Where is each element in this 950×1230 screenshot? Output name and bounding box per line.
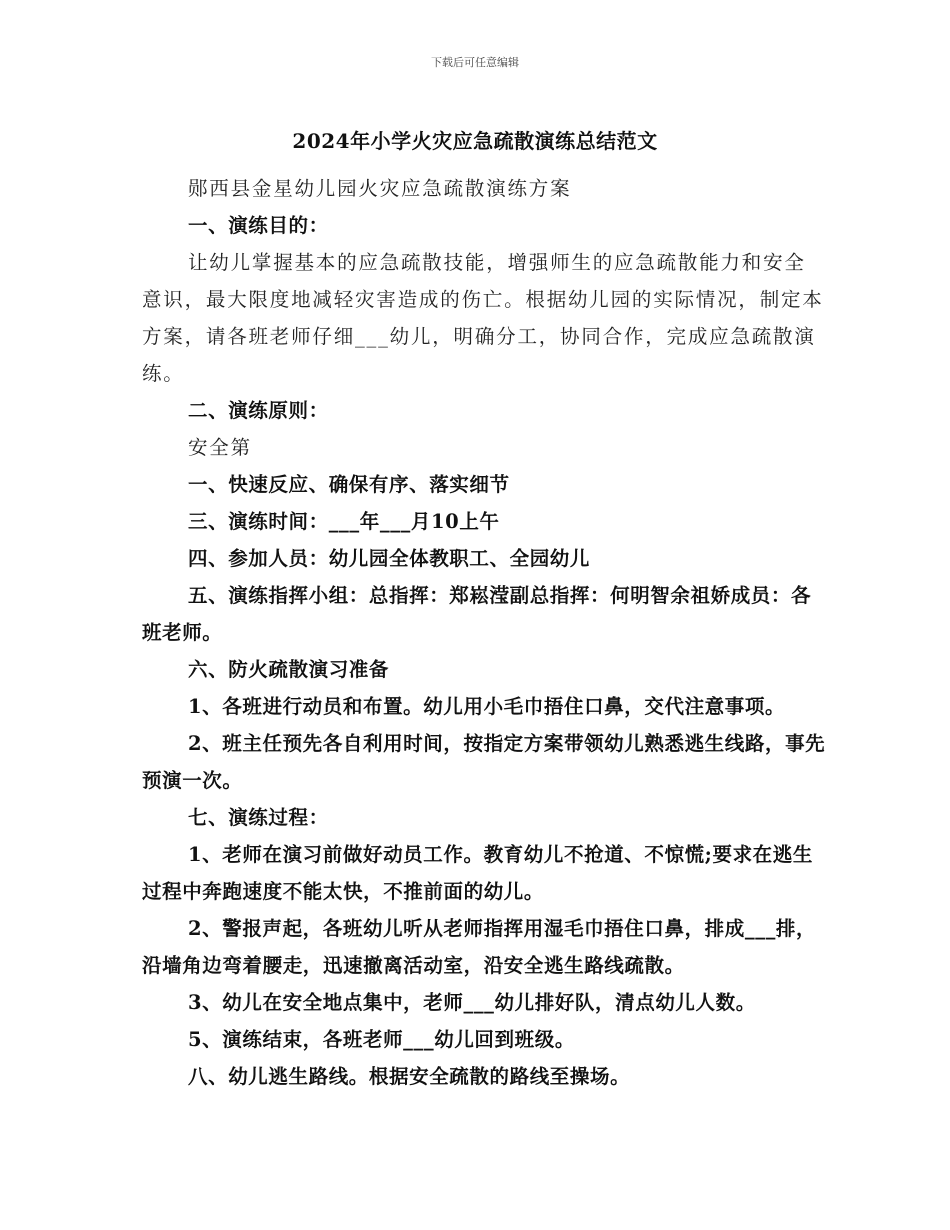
- paragraph-principle-items: 一、快速反应、确保有序、落实细节: [188, 473, 510, 496]
- section-heading-process: 七、演练过程：: [188, 806, 329, 829]
- list-item-process-5: 5、演练结束，各班老师___幼儿回到班级。: [188, 1028, 575, 1051]
- header-note: 下载后可任意编辑: [431, 56, 519, 69]
- list-item-preparation-2: 2、班主任预先各自利用时间，按指定方案带领幼儿熟悉逃生线路，事先预演一次。: [142, 732, 826, 792]
- list-item-process-2: 2、警报声起，各班幼儿听从老师指挥用湿毛巾捂住口鼻，排成___排，沿墙角边弯着腰走，迅速撤离活动室，沿安全逃生路线疏散。: [142, 917, 817, 977]
- list-item-preparation-1: 1、各班进行动员和布置。幼儿用小毛巾捂住口鼻，交代注意事项。: [188, 695, 786, 718]
- section-escape-route: 八、幼儿逃生路线。根据安全疏散的路线至操场。: [188, 1065, 631, 1088]
- paragraph-safety-first: 安全第: [188, 436, 252, 459]
- section-heading-preparation: 六、防火疏散演习准备: [188, 658, 390, 681]
- document-body: [142, 170, 826, 1095]
- section-command-group: 五、演练指挥小组：总指挥：郑崧滢副总指挥：何明智余祖娇成员：各班老师。: [142, 584, 812, 644]
- paragraph-purpose: 让幼儿掌握基本的应急疏散技能，增强师生的应急疏散能力和安全意识，最大限度地减轻灾害造成的伤亡。根据幼儿园的实际情况，制定本方案，请各班老师仔细___幼儿，明确分工，协同合作，完成应急疏散演练。: [142, 251, 824, 385]
- paragraph-plan-name: 郧西县金星幼儿园火灾应急疏散演练方案: [188, 177, 572, 200]
- section-heading-purpose: 一、演练目的：: [188, 214, 329, 237]
- section-heading-principle: 二、演练原则：: [188, 399, 329, 422]
- list-item-process-1: 1、老师在演习前做好动员工作。教育幼儿不抢道、不惊慌;要求在逃生过程中奔跑速度不能太快，不推前面的幼儿。: [142, 843, 813, 903]
- section-drill-time: 三、演练时间：___年___月10上午: [188, 510, 500, 533]
- document-title: 2024年小学火灾应急疏散演练总结范文: [292, 129, 658, 153]
- section-participants: 四、参加人员：幼儿园全体教职工、全园幼儿: [188, 547, 591, 570]
- list-item-process-3: 3、幼儿在安全地点集中，老师___幼儿排好队，清点幼儿人数。: [188, 991, 756, 1014]
